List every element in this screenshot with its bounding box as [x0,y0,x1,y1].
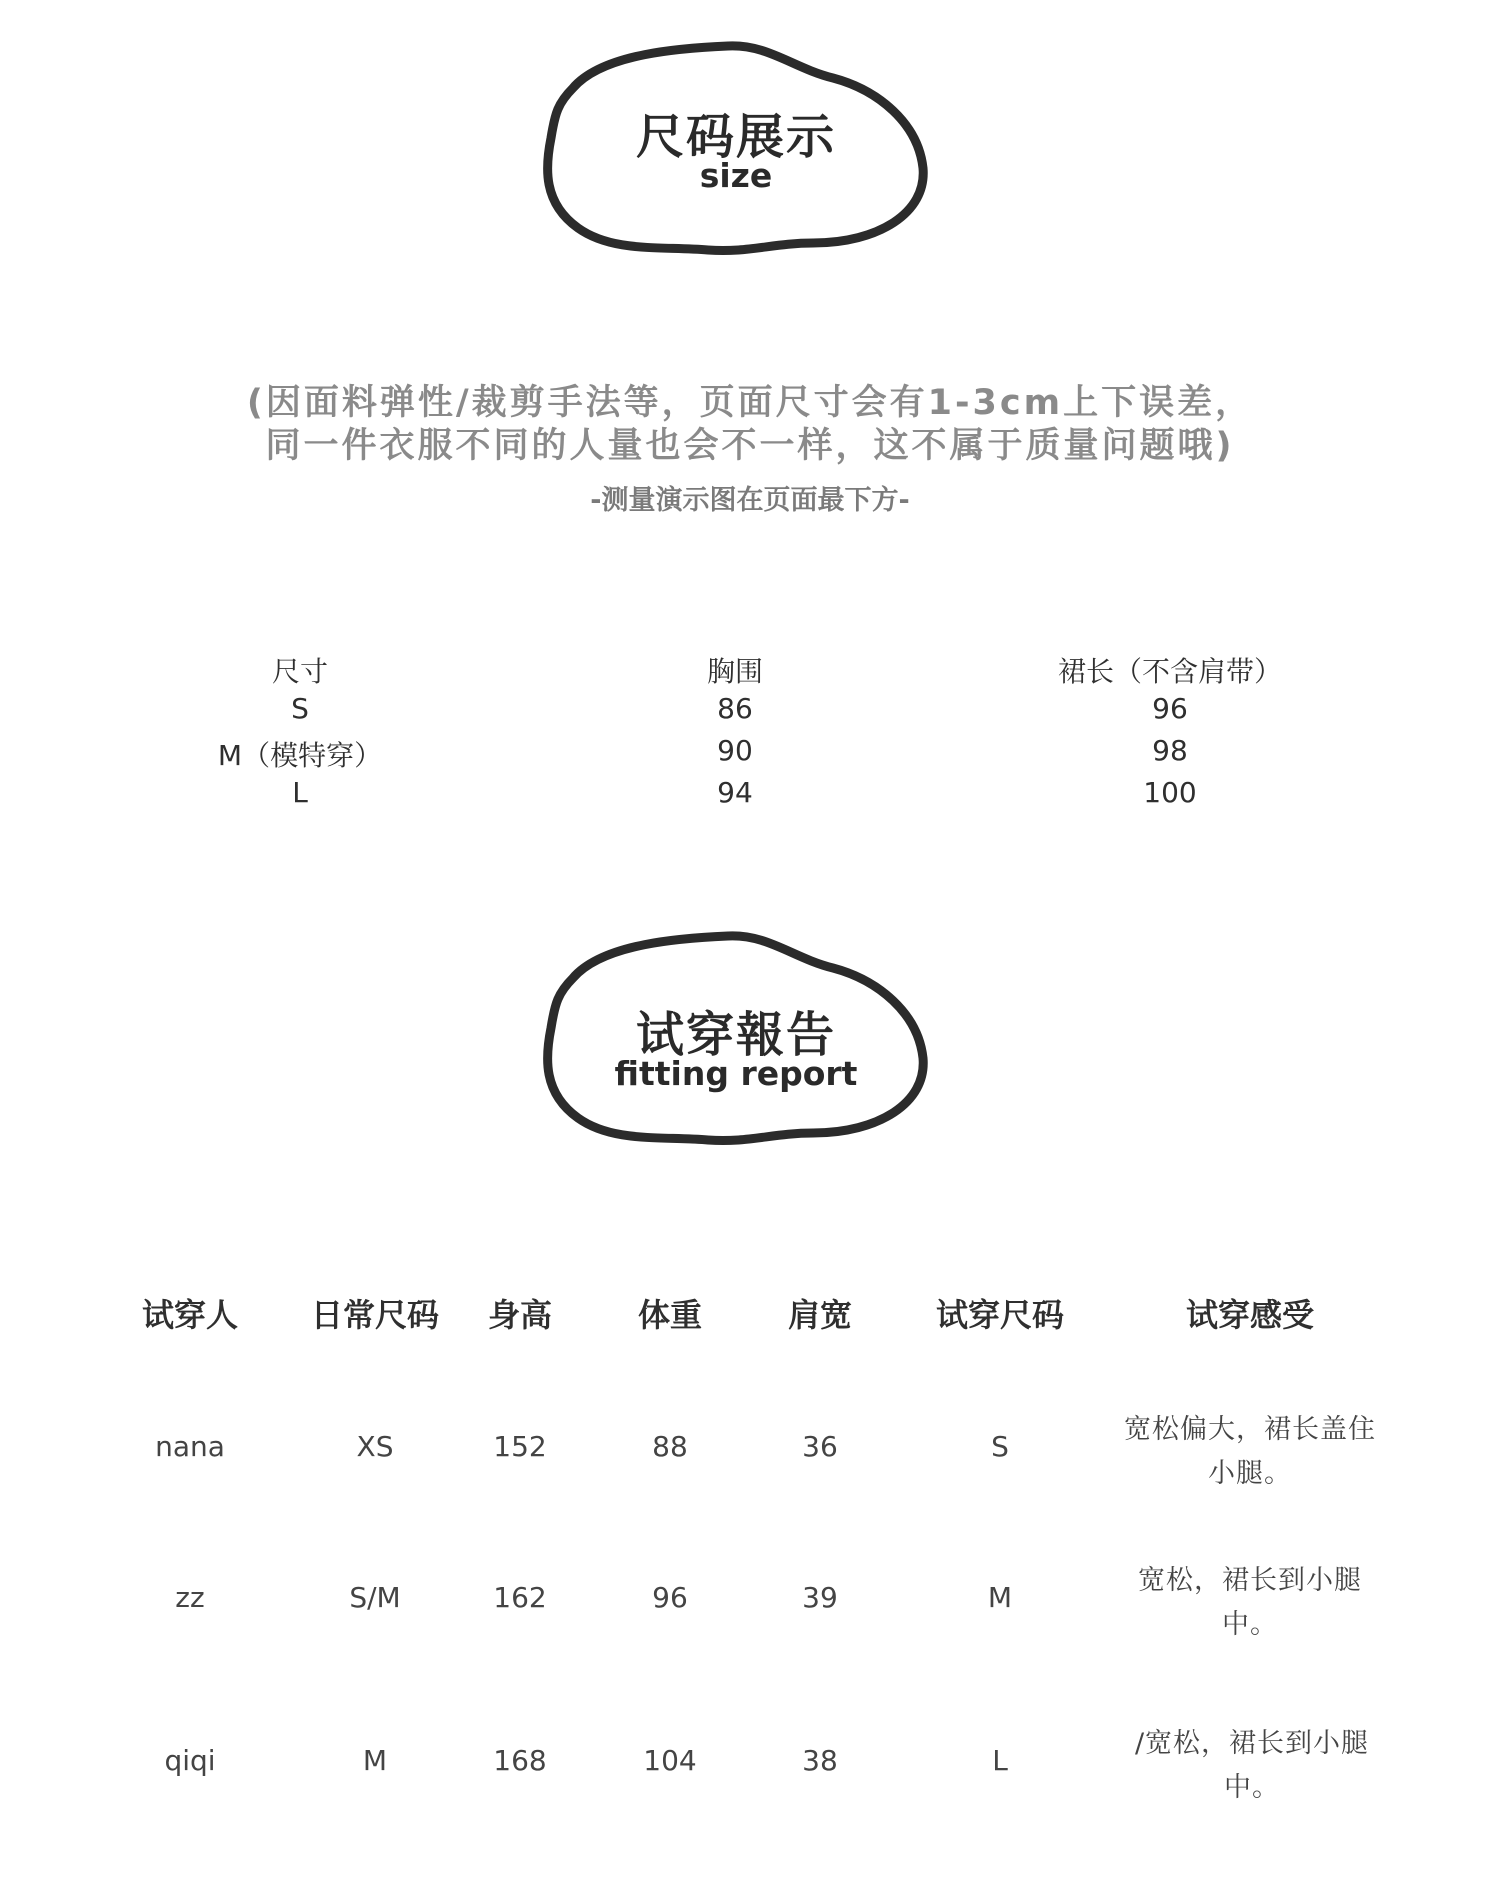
fit-row3-shoulder: 38 [802,1744,838,1777]
fitting-title-badge [533,918,939,1148]
size-row-s-length: 96 [1152,692,1188,725]
size-row-s-size: S [291,692,309,725]
size-row-l-length: 100 [1143,776,1197,809]
size-title-cn: 尺码展示 [635,109,836,165]
size-title-badge [533,28,939,258]
fit-header-height: 身高 [487,1296,552,1334]
size-row-m-chest: 90 [717,734,753,767]
fit-row1-try-size: S [991,1430,1009,1463]
fit-row2-height: 162 [493,1581,547,1614]
fit-row1-weight: 88 [652,1430,688,1463]
fit-row2-try-size: M [987,1581,1013,1614]
fit-row3-person: qiqi [164,1744,216,1777]
fit-header-feel: 试穿感受 [1185,1296,1314,1334]
fit-header-weight: 体重 [637,1296,702,1334]
size-row-l-chest: 94 [717,776,753,809]
size-note-line1: (因面料弹性/裁剪手法等，页面尺寸会有1-3cm上下误差， [246,383,1254,423]
fit-row3-height: 168 [493,1744,547,1777]
fit-row2-feel: 宽松，裙长到小腿中。 [1138,1565,1362,1640]
fit-header-shoulder: 肩宽 [787,1296,852,1334]
fit-row2-person: zz [175,1581,205,1614]
fit-row1-person: nana [155,1430,225,1463]
size-row-l-size: L [292,776,308,809]
fit-row2-shoulder: 39 [802,1581,838,1614]
fit-row3-feel: /宽松，裙长到小腿中。 [1134,1728,1370,1803]
fit-row1-shoulder: 36 [802,1430,838,1463]
size-header-chest: 胸围 [706,655,763,688]
fitting-title-cn: 试穿報告 [635,1007,836,1063]
fit-header-daily-size: 日常尺码 [310,1296,439,1334]
fit-row1-daily-size: XS [356,1430,394,1463]
size-header-length: 裙长（不含肩带） [1057,655,1282,688]
fit-row2-weight: 96 [652,1581,688,1614]
fit-row3-weight: 104 [643,1744,697,1777]
size-header-size: 尺寸 [271,655,328,688]
size-row-s-chest: 86 [717,692,753,725]
fit-row2-daily-size: S/M [349,1581,401,1614]
size-note-sub: -测量演示图在页面最下方- [590,485,910,516]
size-row-m-length: 98 [1152,734,1188,767]
fit-header-person: 试穿人 [141,1296,238,1334]
fit-row1-feel: 宽松偏大，裙长盖住小腿。 [1124,1414,1376,1489]
size-note-line2: 同一件衣服不同的人量也会不一样，这不属于质量问题哦) [265,426,1235,466]
fitting-title-en: fitting report [614,1054,858,1093]
size-title-en: size [699,156,773,195]
size-row-m-size: M（模特穿） [217,739,383,772]
fit-row3-daily-size: M [362,1744,388,1777]
fit-header-try-size: 试穿尺码 [935,1296,1064,1334]
fit-row3-try-size: L [992,1744,1008,1777]
fit-row1-height: 152 [493,1430,547,1463]
